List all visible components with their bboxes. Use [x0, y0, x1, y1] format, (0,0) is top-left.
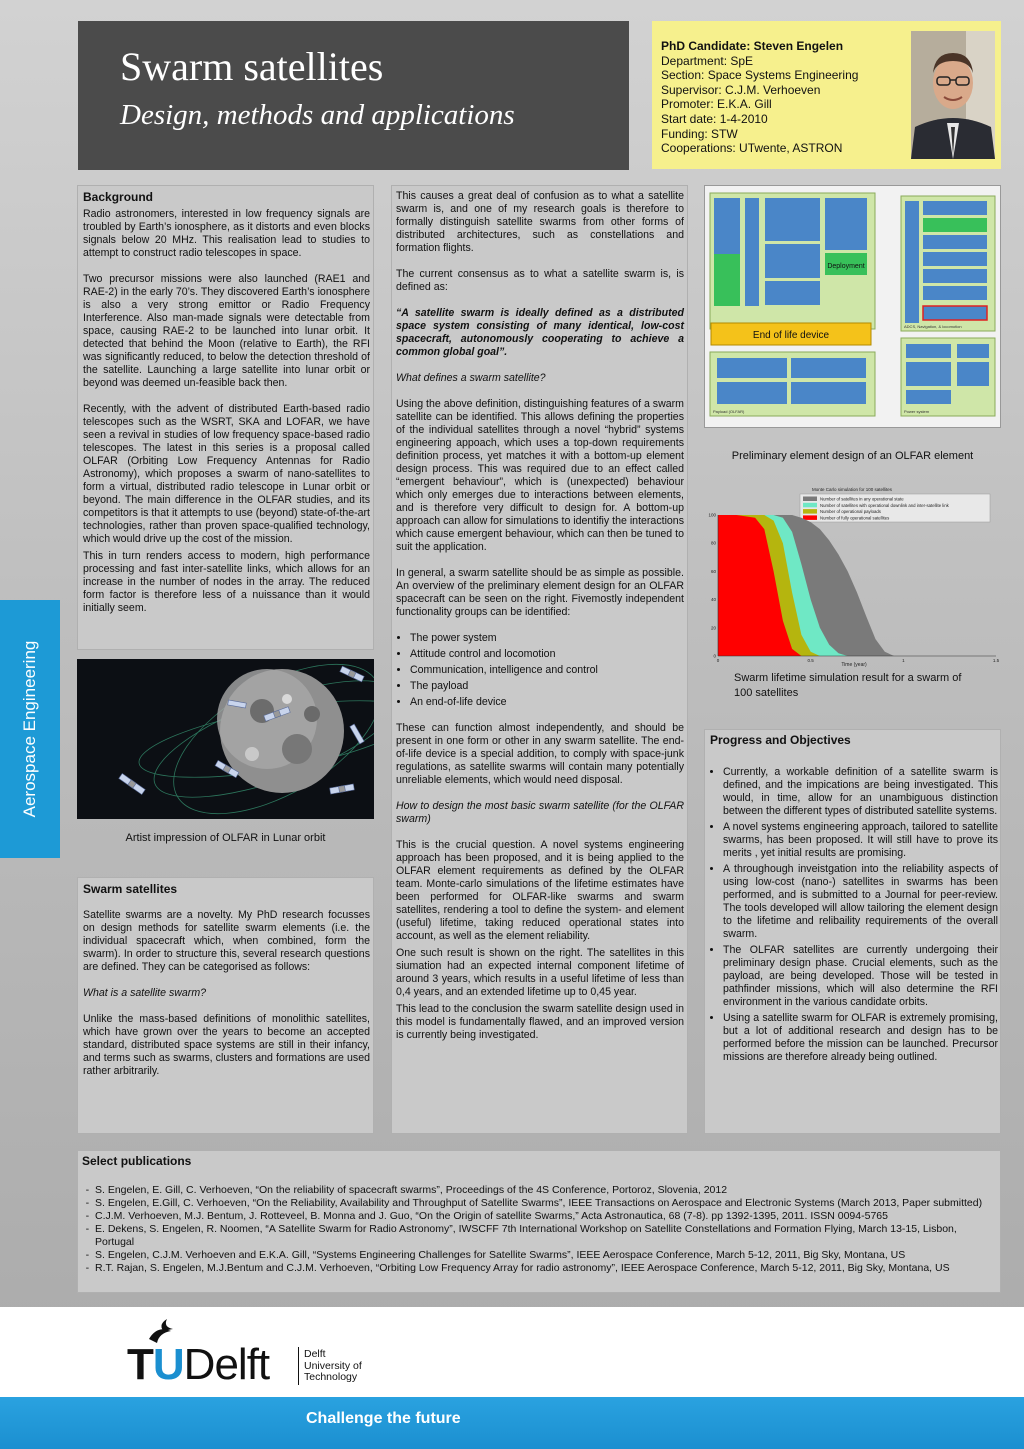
middle-paragraph-8: This lead to the conclusion the swarm satellite design used in this model is fundamentally flawed, and an improved version is currently being investigated.: [396, 1003, 684, 1041]
group-label-power: Power system: [904, 409, 930, 414]
lifetime-chart-svg: [704, 482, 1001, 670]
list-item: • A novel systems engineering approach, tailored to satellite swarms, has been proposed. It will still have to prove its merits , yet initial results are promising.: [723, 821, 998, 860]
deployment-label: Deployment: [827, 263, 865, 270]
x-tick-label: 0: [716, 658, 720, 663]
publications-list: [82, 1184, 994, 1275]
research-question-1: What is a satellite swarm?: [83, 987, 207, 999]
tu-delft-logo: TUDelft Delft University of Technology: [127, 1317, 387, 1397]
supervisor: Supervisor: C.J.M. Verhoeven: [661, 82, 821, 97]
y-tick-label: 100: [708, 512, 716, 518]
side-tab: [0, 600, 60, 858]
middle-paragraph-2: The current consensus as to what a satellite swarm is, is defined as:: [396, 268, 684, 293]
x-tick-label: 1.5: [992, 658, 1000, 663]
publication-item: - R.T. Rajan, S. Engelen, M.J.Bentum and C.J.M. Verhoeven, “Orbiting Low Frequency Array for radio astronomy”, IEEE Aerospace Conference, March 5-12, 2011, Big Sky, Montana, US: [95, 1262, 994, 1275]
swarm-satellites-panel: [77, 877, 374, 1134]
slogan: Challenge the future: [306, 1410, 461, 1427]
middle-paragraph-6: This is the crucial question. A novel systems engineering approach has been proposed, and it is being applied to the OLFAR element requirements as defined by the OLFAR team. Monte-carlo simulations of the lifetime estimates have been performed for OLFAR-like swarms and swarm satellites, rendering a tool to define the system- and element (useful) lifetime, taking reduced operational states into account, as well as the element reliability.: [396, 839, 684, 942]
publication-item: - S. Engelen, E. Gill, C. Verhoeven, “On the reliability of spacecraft swarms”, Proceedings of the 4S Conference, Portoroz, Slovenia, 2012: [95, 1184, 994, 1197]
chart-xlabel: Time (year): [841, 662, 867, 668]
publication-item: - C.J.M. Verhoeven, M.J. Bentum, J. Rotteveel, B. Monna and J. Guo, “On the Origin of satellite Swarms,” Acta Astronautica, 68 (7-8). pp 1392-1395, 2011. ISSN 0094-5765: [95, 1210, 994, 1223]
element-design-diagram: [704, 185, 1001, 428]
publication-item: - S. Engelen, E.Gill, C. Verhoeven, “On the Reliability, Availability and Throughput of Satellite Swarms”, IEEE Transactions on Aerospace and Electronic Systems (March 2013, Paper submitted): [95, 1197, 994, 1210]
olfar-moon-image: [77, 659, 374, 819]
group-label-payload: Payload (OLFAR): [713, 409, 745, 414]
end-of-life-label: End of life device: [752, 330, 830, 341]
legend-label: Number of fully operational satellites: [820, 515, 890, 521]
footer-band: [0, 1397, 1024, 1449]
chart-title: Monte Carlo simulation for 100 satellites: [811, 487, 893, 492]
legend-swatch: [803, 509, 817, 513]
title-box: [78, 21, 629, 170]
element-diagram-caption: Preliminary element design of an OLFAR element: [731, 450, 974, 462]
logo-line-3: Technology: [304, 1371, 358, 1383]
y-tick-label: 20: [710, 625, 716, 631]
list-item: • Using a satellite swarm for OLFAR is extremely promising, but a lot of additional research and design has to be performed before the mission can be launched. Precursor missions are therefore already being outlined.: [723, 1012, 998, 1064]
x-tick-label: 0.5: [807, 658, 814, 663]
swarm-paragraph-1: Satellite swarms are a novelty. My PhD research focusses on design methods for satellite swarm elements (i.e. the individual spacecraft which, when combined, form the swarm). In order to structure this, several research questions are defined. They can be categorised as follows:: [83, 909, 370, 973]
start-date: Start date: 1-4-2010: [661, 111, 768, 126]
middle-paragraph-5: These can function almost independently, and should be present in one form or other in any swarm satellite. The end-of-life device is a special addition, to comply with space-junk regulations, as satellite swarms will contain many potentially unreliable elements, which would need disposal.: [396, 722, 684, 786]
progress-panel: [704, 729, 1001, 1134]
legend-label: Number of satellites with operational downlink and inter-satellite link: [820, 502, 949, 508]
logo-wordmark: [127, 1341, 276, 1389]
moon-image-caption: Artist impression of OLFAR in Lunar orbit: [125, 832, 326, 844]
progress-list: [710, 766, 998, 1064]
list-item: • Currently, a workable definition of a satellite swarm is defined, and the impications are being investigated. This would, in time, allow for an unambiguous distinction between the different types of distributed satellite systems.: [723, 766, 998, 818]
funding: Funding: STW: [661, 126, 738, 141]
swarm-paragraph-2: Unlike the mass-based definitions of monolithic satellites, which have grown over the years to become an accepted standard, distributed space systems are still in their infancy, and terms such as swarms, clusters and formations are used rather arbitrarily.: [83, 1013, 370, 1077]
legend-swatch: [803, 515, 817, 520]
middle-column-panel: [391, 185, 688, 1134]
lifetime-chart: [704, 482, 1001, 670]
list-item: • An end-of-life device: [410, 696, 684, 709]
middle-paragraph-3: Using the above definition, distinguishing features of a swarm satellite can be identified. This allows defining the properties of the individual satellites through a novel “hybrid” systems engineering appoach, which uses a top-down requirements definition process, yet matches it with a bottom-up element design process. This was required due to an effect called “emergent behaviour”, which is (unexpected) behaviour which only emerges due to interactions between elements, and is therefore very difficult to design for. A bottom-up approach can allow for simulations to identifiy the interactions which cause emergent behaviour, which can then be tuned to suit the application.: [396, 398, 684, 553]
department: Department: SpE: [661, 53, 754, 68]
candidate-name: PhD Candidate: Steven Engelen: [661, 39, 844, 53]
section: Section: Space Systems Engineering: [661, 68, 859, 83]
poster-title: Swarm satellites: [120, 44, 384, 89]
x-tick-label: 1: [902, 658, 905, 663]
y-tick-label: 40: [710, 597, 716, 603]
research-question-3: How to design the most basic swarm satellite (for the OLFAR swarm): [396, 800, 684, 825]
side-tab-label: Aerospace Engineering: [20, 640, 39, 818]
y-tick-label: 60: [710, 568, 716, 574]
background-paragraph-2: Two precursor missions were also launched (RAE1 and RAE-2) in the early 70’s. They discovered Earth’s ionosphere is also a very strong emittor or Radio Frequency Interference. Also man-made signals were detectable from space, causing RAE-2 to be launched into lunar orbit. It detected that behind the Moon (relative to Earth), the RFI was significantly reduced, to below the detection threshold of the satellite. Launching a large satellite into lunar orbit or beyond was deemed un-feasible back then.: [83, 273, 370, 389]
background-heading: Background: [83, 190, 154, 204]
chart-caption: Swarm lifetime simulation result for a swarm of 100 satellites: [734, 672, 962, 699]
legend-label: Number of operational payloads: [820, 509, 881, 515]
swarm-definition-quote: “A satellite swarm is ideally defined as a distributed space system consisting of many identical, low-cost spacecraft, autonomously cooperating to achieve a common global goal”.: [396, 307, 684, 358]
background-paragraph-1: Radio astronomers, interested in low frequency signals are troubled by Earth’s ionosphere, as it distorts and even blocks signals below 20 MHz. This realisation lead to studies to attempt to construct radio telescopes in space.: [83, 208, 370, 259]
list-item: • Attitude control and locomotion: [410, 648, 684, 661]
candidate-info-box: [652, 21, 1001, 169]
middle-paragraph-7: One such result is shown on the right. The satellites in this siumation had an expected internal component lifetime of around 3 years, which results in a useful lifetime of less than 0,4 years, and an extended lifetime up to 0,45 year.: [396, 947, 684, 998]
candidate-photo: [911, 31, 995, 159]
logo-line-1: Delft: [304, 1348, 326, 1360]
y-tick-label: 80: [710, 540, 716, 546]
functionality-group-list: [396, 632, 684, 709]
chart-legend: [800, 494, 990, 522]
chart-areas: [718, 515, 894, 656]
group-label-adcs: ADCS, Navigation, & locomotion: [904, 324, 962, 329]
publications-heading: Select publications: [82, 1154, 192, 1168]
publications-panel: [77, 1150, 1001, 1293]
progress-heading: Progress and Objectives: [710, 733, 851, 747]
poster-subtitle: Design, methods and applications: [120, 99, 515, 131]
list-item: • The power system: [410, 632, 684, 645]
publication-item: - E. Dekens, S. Engelen, R. Noomen, “A Satellite Swarm for Radio Astronomy”, IWSCFF 7th International Workshop on Satellite Constellations and Formation Flying, March 13-15, Lisbon, Portugal: [95, 1223, 994, 1249]
list-item: • The OLFAR satellites are currently undergoing their preliminary design phase. Crucial elements, such as the payload, are being developed. Those will be tested in pathfinder missions, which will also determine the RFI environment in the various candidate orbits.: [723, 944, 998, 1009]
cooperations: Cooperations: UTwente, ASTRON: [661, 141, 843, 156]
research-question-2: What defines a swarm satellite?: [396, 372, 546, 384]
list-item: • Communication, intelligence and control: [410, 664, 684, 677]
legend-swatch: [803, 503, 817, 508]
middle-paragraph-4: In general, a swarm satellite should be as simple as possible. An overview of the preliminary element design for an OLFAR spacecraft can be seen on the right. Fivemostly independent functionality groups can be identified:: [396, 567, 684, 618]
promoter: Promoter: E.K.A. Gill: [661, 97, 772, 112]
list-item: • A throughough inveistgation into the reliability aspects of using low-cost (nano-) satellites in swarms has been performed, and is submitted to a Journal for peer-review. The tools developed will allow tailoring the element design to the lifetime and relibaility requirements of the overall swarm.: [723, 863, 998, 941]
list-item: • The payload: [410, 680, 684, 693]
swarm-heading: Swarm satellites: [83, 882, 178, 896]
middle-paragraph-1: This causes a great deal of confusion as to what a satellite swarm is, and one of my research goals is therefore to formally distinguish satellite swarms from other forms of distributed architectures, such as constellations and formation flights.: [396, 190, 684, 254]
background-paragraph-4: This in turn renders access to modern, high performance processing and fast inter-satellite links, which allows for an increase in the number of nodes in the array. The reduced form factor is therefore less of a nuissance than it would initially seem.: [83, 550, 370, 614]
logo-line-2: University of: [304, 1359, 362, 1372]
y-tick-label: 0: [713, 653, 716, 659]
background-paragraph-3: Recently, with the advent of distributed Earth-based radio telescopes such as the WSRT, SKA and LOFAR, we have seen a revival in studies of low frequency space-based radio telescopes. The latest in this series is a proposal called OLFAR (Orbiting Low Frequency Antennas for Radio Astronomy), which proposes a swarm of nano-satellites to form a virtual, distributed radio telescope in Lunar orbit or beyond. The main difference in the OLFAR studies, and its competitors is that it attempts to use (beyond) state-of-the-art technologies, rather than proven space-qualified technology, which would drive up the cost of the mission.: [83, 403, 370, 545]
legend-swatch: [803, 497, 817, 502]
publication-item: - S. Engelen, C.J.M. Verhoeven and E.K.A. Gill, “Systems Engineering Challenges for Satellite Swarms”, IEEE Aerospace Conference, March 5-12, 2011, Big Sky, Montana, US: [95, 1249, 994, 1262]
background-panel: [77, 185, 374, 650]
legend-label: Number of satellites in any operational state: [820, 496, 904, 502]
